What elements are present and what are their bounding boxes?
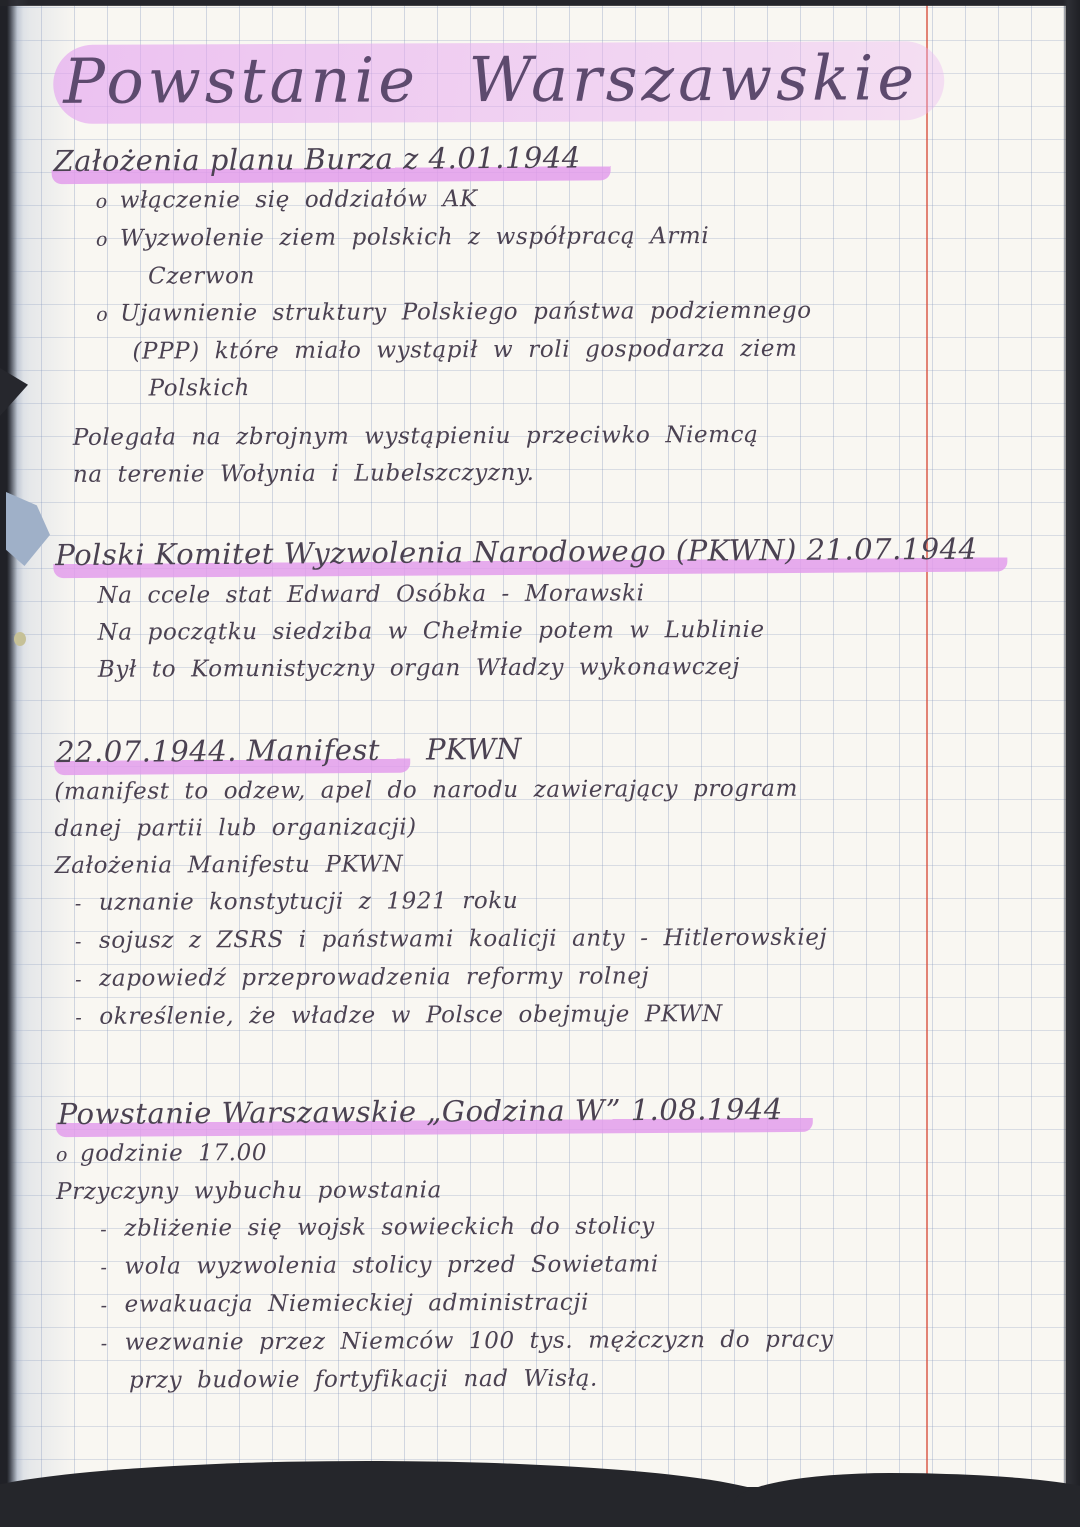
handwritten-notes: [51, 27, 978, 1400]
note-line: o Ujawnienie struktury Polskiego państwa podziemnego: [52, 292, 952, 334]
dash-marker: -: [75, 1006, 83, 1029]
notebook-grid-page: [8, 5, 1066, 1493]
note-line: Na początku siedziba w Chełmie potem w Lublinie: [97, 616, 765, 646]
section-header-powstanie: Powstanie Warszawskie „Godzina W” 1.08.1944: [56, 1090, 956, 1138]
torn-binding-edge: [0, 0, 30, 1527]
dash-marker: -: [100, 1332, 108, 1355]
photo-top-edge: [0, 0, 1080, 6]
photo-bottom-edge: [0, 1487, 1080, 1527]
note-line: o godzinie 17.00: [56, 1132, 956, 1174]
note-line: - uznanie konstytucji z 1921 roku: [55, 881, 955, 923]
note-line: - wola wyzwolenia stolicy przed Sowietami: [56, 1245, 956, 1287]
note-line: - wezwanie przez Niemców 100 tys. mężczyzn do pracy: [57, 1321, 957, 1363]
bullet-marker: o: [95, 191, 108, 214]
note-line: Polegała na zbrojnym wystąpieniu przeciwko Niemcą: [72, 422, 759, 452]
note-line: o włączenie się oddziałów AK: [52, 179, 952, 221]
note-subheader: Założenia Manifestu PKWN: [54, 851, 404, 879]
note-line: o Wyzwolenie ziem polskich z współpracą Armi: [52, 217, 952, 259]
note-line: danej partii lub organizacji): [54, 814, 417, 842]
dash-marker: -: [74, 930, 83, 953]
section-header-burza: Założenia planu Burza z 4.01.1944: [51, 137, 951, 185]
note-line: - sojusz z ZSRS i państwami koalicji anty - Hitlerowskiej: [55, 919, 955, 961]
dash-marker: -: [75, 968, 83, 991]
title-row: [51, 27, 951, 142]
note-line: Czerwon: [148, 263, 256, 290]
note-line: - zapowiedź przeprowadzenia reformy rolnej: [55, 957, 955, 999]
note-line: przy budowie fortyfikacji nad Wisłą.: [128, 1365, 599, 1394]
dash-marker: -: [100, 1218, 108, 1241]
bullet-marker: o: [95, 229, 109, 252]
section-header-manifest: 22.07.1944. Manifest PKWN: [54, 727, 954, 775]
bullet-marker: o: [96, 304, 109, 327]
dash-marker: -: [100, 1256, 108, 1279]
bullet-marker: o: [55, 1144, 69, 1167]
note-line: - zbliżenie się wojsk sowieckich do stolicy: [56, 1207, 956, 1249]
note-line: - określenie, że władze w Polsce obejmuje PKWN: [55, 995, 955, 1037]
note-line: (PPP) które miało wystąpił w roli gospodarza ziem: [132, 336, 798, 365]
note-line: Na ccele stat Edward Osóbka - Morawski: [97, 579, 645, 609]
dash-marker: -: [74, 892, 82, 915]
dash-marker: -: [100, 1294, 108, 1317]
torn-paper-speck: [14, 632, 26, 646]
note-line: Polskich: [148, 375, 250, 402]
section-header-pkwn: Polski Komitet Wyzwolenia Narodowego (PKWN) 21.07.1944: [53, 531, 953, 579]
note-line: na terenie Wołynia i Lubelszczyzny.: [72, 460, 535, 489]
note-line: (manifest to odzew, apel do narodu zawierający program: [54, 775, 799, 805]
photo-right-edge: [1063, 0, 1080, 1527]
note-line: - ewakuacja Niemieckiej administracji: [56, 1283, 956, 1325]
note-line: Był to Komunistyczny organ Władzy wykonawczej: [97, 653, 741, 683]
note-line: Przyczyny wybuchu powstania: [56, 1177, 442, 1206]
page-title: Powstanie Warszawskie: [53, 41, 944, 124]
